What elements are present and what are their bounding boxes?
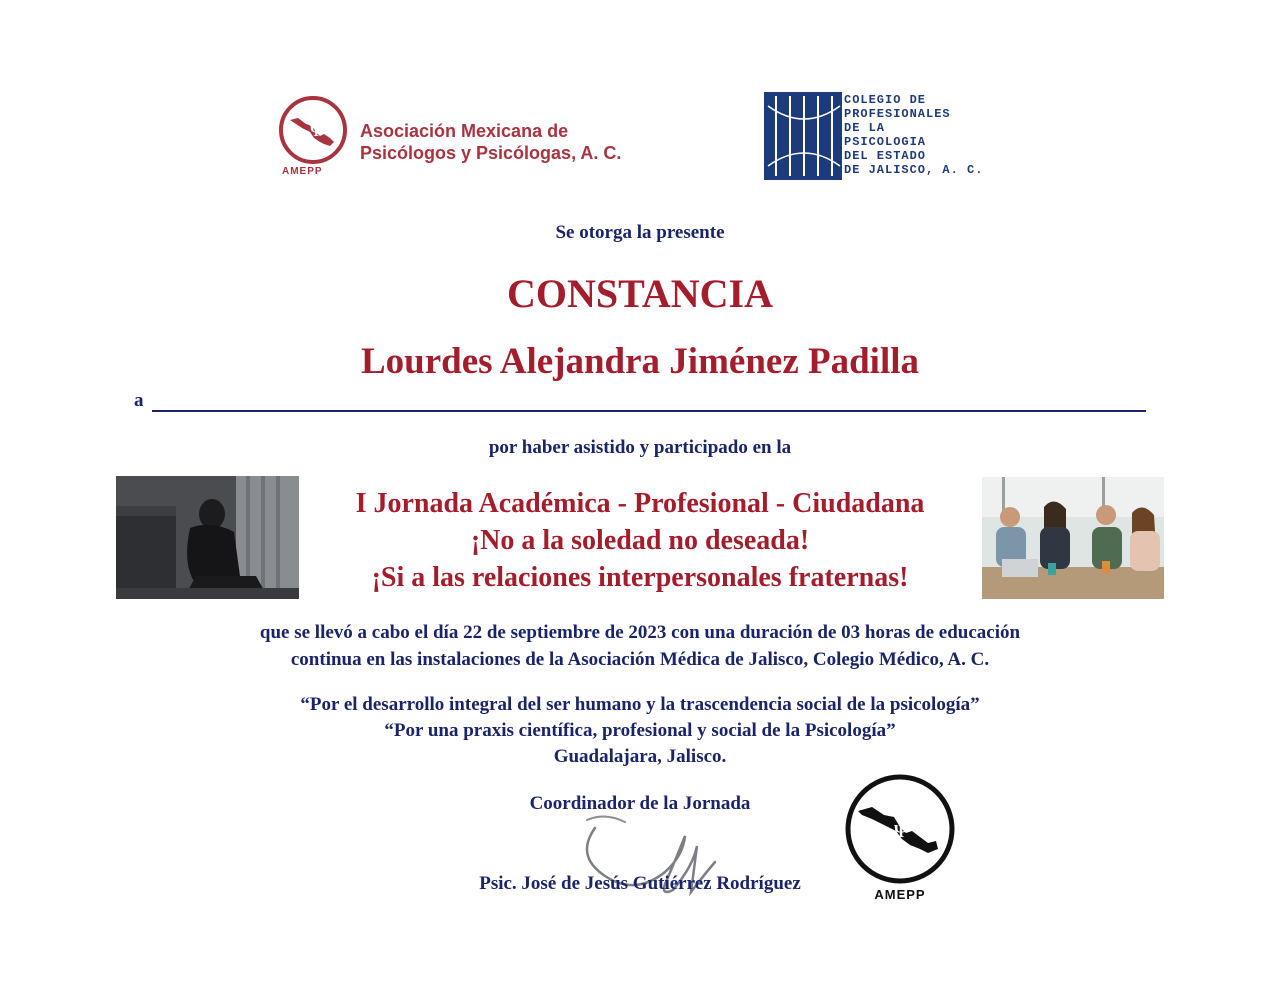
details-line1: que se llevó a cabo el día 22 de septiembre de 2023 con una duración de 03 horas de educación: [259, 622, 1021, 643]
event-title-line3: ¡Si a las relaciones interpersonales fraternas!: [371, 562, 909, 593]
svg-text:Ψ: Ψ: [894, 821, 909, 841]
event-title-line2: ¡No a la soledad no deseada!: [470, 525, 810, 556]
recipient-prefix: a: [134, 390, 144, 411]
mottos: [0, 692, 1280, 770]
event-details: [0, 619, 1280, 673]
intro-text: Se otorga la presente: [555, 222, 725, 243]
loneliness-photo: [116, 476, 299, 599]
colegio-logo: [764, 92, 1014, 180]
coordinator-name: Psic. José de Jesús Gutiérrez Rodríguez: [479, 873, 801, 894]
colegio-emblem-icon: [764, 92, 842, 180]
amepp-name: [360, 120, 621, 164]
signature-icon: [565, 806, 725, 916]
recipient-underline: [152, 410, 1146, 412]
colegio-line: PSICOLOGIA: [844, 135, 927, 149]
svg-text:Ψ: Ψ: [310, 123, 323, 140]
recipient-name: Lourdes Alejandra Jiménez Padilla: [360, 341, 920, 382]
amepp-logo: [276, 96, 636, 186]
colegio-line: DE JALISCO, A. C.: [844, 163, 984, 177]
amepp-seal: [840, 773, 960, 908]
event-title-line1: I Jornada Académica - Profesional - Ciudadana: [355, 488, 925, 519]
colegio-line: COLEGIO DE: [844, 93, 927, 107]
amepp-abbr: AMEPP: [282, 166, 323, 177]
colegio-line: DE LA: [844, 121, 886, 135]
coordinator-label: Coordinador de la Jornada: [529, 793, 751, 814]
certificate-title: CONSTANCIA: [507, 271, 773, 316]
event-title: [300, 485, 980, 596]
colegio-line: PROFESIONALES: [844, 107, 951, 121]
seal-text: AMEPP: [874, 887, 926, 902]
place: Guadalajara, Jalisco.: [553, 746, 727, 767]
amepp-name-line1: Asociación Mexicana de: [360, 121, 569, 141]
motto-1: “Por el desarrollo integral del ser humano y la trascendencia social de la psicología”: [300, 694, 980, 715]
colegio-line: DEL ESTADO: [844, 149, 927, 163]
participation-text: por haber asistido y participado en la: [488, 437, 792, 458]
motto-2: “Por una praxis científica, profesional y social de la Psicología”: [384, 720, 896, 741]
friends-photo: [982, 477, 1164, 599]
details-line2: continua en las instalaciones de la Asociación Médica de Jalisco, Colegio Médico, A. C.: [290, 649, 990, 670]
colegio-name: [844, 93, 983, 177]
amepp-name-line2: Psicólogos y Psicólogas, A. C.: [360, 143, 622, 163]
seal-emblem-icon: [840, 773, 960, 885]
